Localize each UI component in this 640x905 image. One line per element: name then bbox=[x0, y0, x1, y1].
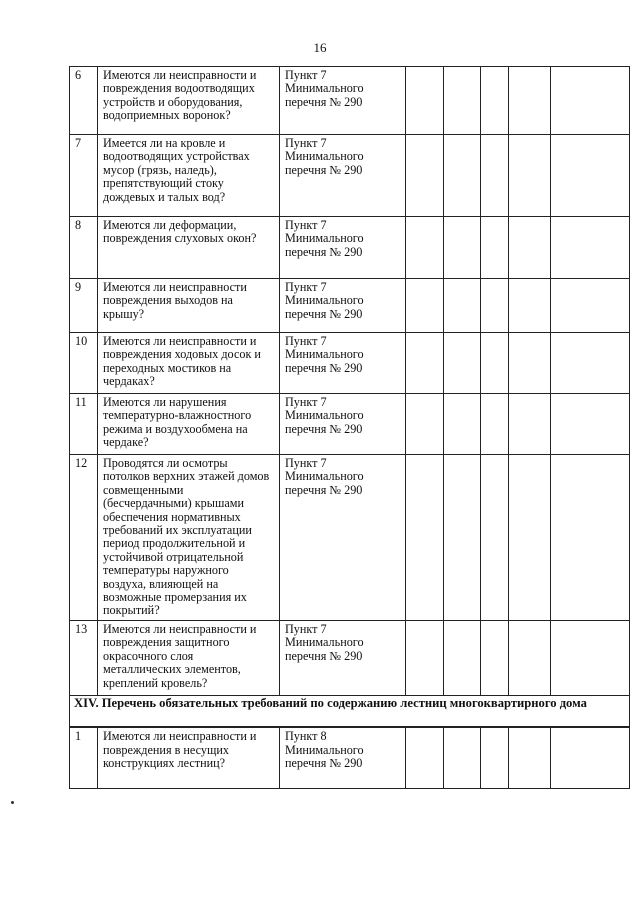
answer-cell-na bbox=[481, 135, 509, 217]
legal-reference: Пункт 7 Минимального перечня № 290 bbox=[280, 217, 406, 279]
note-cell bbox=[551, 333, 630, 394]
legal-reference: Пункт 7 Минимального перечня № 290 bbox=[280, 333, 406, 394]
table-row bbox=[70, 67, 630, 135]
answer-cell-na bbox=[481, 620, 509, 695]
row-number: 8 bbox=[70, 217, 98, 279]
note-cell bbox=[551, 455, 630, 621]
answer-cell-no bbox=[444, 67, 481, 135]
note-cell bbox=[551, 394, 630, 455]
answer-cell-yes bbox=[406, 455, 444, 621]
answer-cell-yes bbox=[406, 620, 444, 695]
row-number: 1 bbox=[70, 727, 98, 788]
answer-cell-yes bbox=[406, 217, 444, 279]
table-row bbox=[70, 394, 630, 455]
table-row bbox=[70, 217, 630, 279]
table-row bbox=[70, 135, 630, 217]
answer-cell-na bbox=[481, 455, 509, 621]
answer-cell-yes bbox=[406, 333, 444, 394]
answer-cell-yes bbox=[406, 135, 444, 217]
requirement-question: Имеются ли неисправности и повреждения защитного окрасочного слоя металлических элементов, креплений кровель? bbox=[98, 620, 280, 695]
note-cell bbox=[551, 67, 630, 135]
answer-cell-no bbox=[444, 217, 481, 279]
answer-cell-yes bbox=[406, 67, 444, 135]
section-heading-row bbox=[70, 695, 630, 727]
section-title: XIV. Перечень обязательных требований по содержанию лестниц многоквартирного дома bbox=[70, 695, 630, 727]
row-number: 6 bbox=[70, 67, 98, 135]
answer-cell-no bbox=[444, 727, 481, 788]
scan-speck bbox=[11, 801, 14, 804]
requirement-question: Имеются ли неисправности и повреждения ходовых досок и переходных мостиков на чердаках? bbox=[98, 333, 280, 394]
answer-cell-4 bbox=[509, 727, 551, 788]
table-row bbox=[70, 727, 630, 788]
legal-reference: Пункт 7 Минимального перечня № 290 bbox=[280, 620, 406, 695]
answer-cell-no bbox=[444, 135, 481, 217]
answer-cell-no bbox=[444, 333, 481, 394]
answer-cell-4 bbox=[509, 333, 551, 394]
answer-cell-yes bbox=[406, 279, 444, 333]
answer-cell-no bbox=[444, 394, 481, 455]
row-number: 9 bbox=[70, 279, 98, 333]
requirement-question: Имеется ли на кровле и водоотводящих устройствах мусор (грязь, наледь), препятствующий стоку дождевых и талых вод? bbox=[98, 135, 280, 217]
answer-cell-na bbox=[481, 67, 509, 135]
page-number: 16 bbox=[313, 40, 327, 55]
note-cell bbox=[551, 727, 630, 788]
answer-cell-4 bbox=[509, 279, 551, 333]
row-number: 11 bbox=[70, 394, 98, 455]
table-row bbox=[70, 333, 630, 394]
answer-cell-no bbox=[444, 455, 481, 621]
answer-cell-4 bbox=[509, 67, 551, 135]
answer-cell-4 bbox=[509, 135, 551, 217]
requirements-table bbox=[69, 66, 630, 789]
answer-cell-4 bbox=[509, 620, 551, 695]
answer-cell-yes bbox=[406, 727, 444, 788]
answer-cell-no bbox=[444, 620, 481, 695]
note-cell bbox=[551, 135, 630, 217]
requirement-question: Имеются ли неисправности и повреждения водоотводящих устройств и оборудования, водоприемных воронок? bbox=[98, 67, 280, 135]
table-row bbox=[70, 279, 630, 333]
legal-reference: Пункт 7 Минимального перечня № 290 bbox=[280, 455, 406, 621]
answer-cell-no bbox=[444, 279, 481, 333]
table-row bbox=[70, 620, 630, 695]
requirement-question: Имеются ли неисправности повреждения выходов на крышу? bbox=[98, 279, 280, 333]
note-cell bbox=[551, 620, 630, 695]
legal-reference: Пункт 7 Минимального перечня № 290 bbox=[280, 67, 406, 135]
note-cell bbox=[551, 217, 630, 279]
legal-reference: Пункт 7 Минимального перечня № 290 bbox=[280, 394, 406, 455]
answer-cell-yes bbox=[406, 394, 444, 455]
legal-reference: Пункт 8 Минимального перечня № 290 bbox=[280, 727, 406, 788]
row-number: 10 bbox=[70, 333, 98, 394]
requirement-question: Проводятся ли осмотры потолков верхних этажей домов совмещенными (бесчердачными) крышами обеспечения нормативных требований их эксплуатации период продолжительной и устойчивой отрицательной температуры наружного воздуха, влияющей на возможные промерзания их покрытий? bbox=[98, 455, 280, 621]
row-number: 12 bbox=[70, 455, 98, 621]
requirement-question: Имеются ли нарушения температурно-влажностного режима и воздухообмена на чердаке? bbox=[98, 394, 280, 455]
requirement-question: Имеются ли неисправности и повреждения в несущих конструкциях лестниц? bbox=[98, 727, 280, 788]
answer-cell-na bbox=[481, 394, 509, 455]
table-row bbox=[70, 455, 630, 621]
legal-reference: Пункт 7 Минимального перечня № 290 bbox=[280, 279, 406, 333]
answer-cell-na bbox=[481, 279, 509, 333]
answer-cell-na bbox=[481, 727, 509, 788]
answer-cell-4 bbox=[509, 217, 551, 279]
answer-cell-4 bbox=[509, 394, 551, 455]
answer-cell-4 bbox=[509, 455, 551, 621]
row-number: 7 bbox=[70, 135, 98, 217]
answer-cell-na bbox=[481, 333, 509, 394]
row-number: 13 bbox=[70, 620, 98, 695]
answer-cell-na bbox=[481, 217, 509, 279]
requirement-question: Имеются ли деформации, повреждения слуховых окон? bbox=[98, 217, 280, 279]
legal-reference: Пункт 7 Минимального перечня № 290 bbox=[280, 135, 406, 217]
note-cell bbox=[551, 279, 630, 333]
